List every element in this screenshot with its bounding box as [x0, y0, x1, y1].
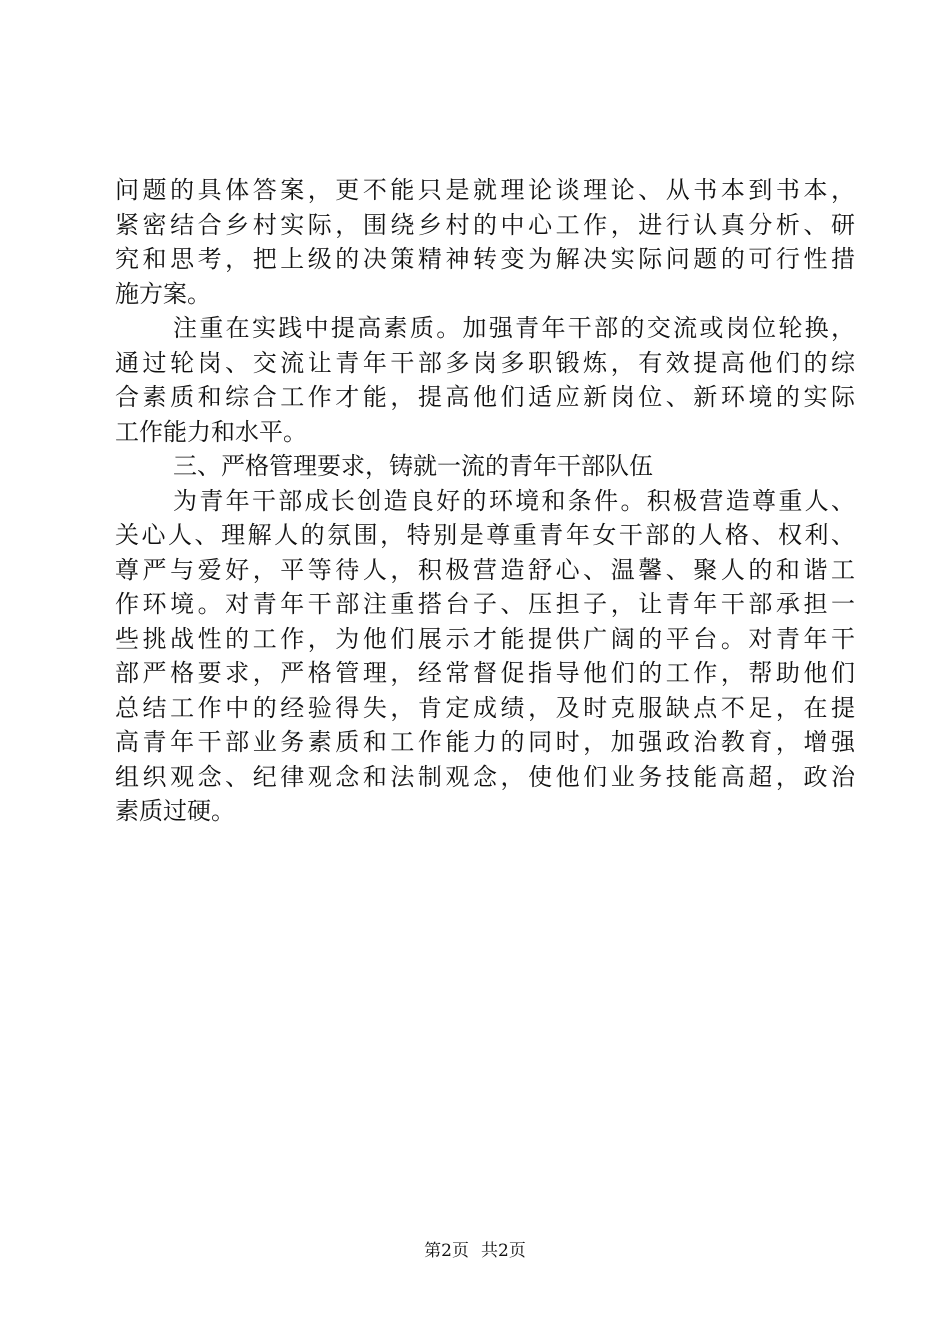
text-line: 合素质和综合工作才能，提高他们适应新岗位、新环境的实际	[115, 383, 855, 411]
text-line: 紧密结合乡村实际，围绕乡村的中心工作，进行认真分析、研	[115, 210, 855, 239]
document-body	[115, 173, 855, 829]
page-footer	[0, 1240, 950, 1262]
paragraph-start-line: 为青年干部成长创造良好的环境和条件。积极营造尊重人、	[173, 486, 855, 515]
text-line: 通过轮岗、交流让青年干部多岗多职锻炼，有效提高他们的综	[115, 348, 855, 377]
page-total: 共2页	[481, 1241, 526, 1261]
text-line: 施方案。	[115, 279, 211, 308]
text-line: 问题的具体答案，更不能只是就理论谈理论、从书本到书本，	[115, 176, 855, 204]
text-line: 些挑战性的工作，为他们展示才能提供广阔的平台。对青年干	[115, 624, 855, 653]
text-line: 部严格要求，严格管理，经常督促指导他们的工作，帮助他们	[115, 659, 855, 687]
section-heading: 三、严格管理要求，铸就一流的青年干部队伍	[173, 452, 653, 480]
page-number: 第2页	[424, 1241, 469, 1261]
text-line: 作环境。对青年干部注重搭台子、压担子，让青年干部承担一	[115, 590, 855, 618]
paragraph-start-line: 注重在实践中提高素质。加强青年干部的交流或岗位轮换，	[173, 314, 855, 342]
text-line: 总结工作中的经验得失，肯定成绩，及时克服缺点不足，在提	[115, 693, 855, 722]
text-line: 素质过硬。	[115, 797, 235, 825]
text-line: 尊严与爱好，平等待人，积极营造舒心、温馨、聚人的和谐工	[115, 555, 855, 584]
text-line: 工作能力和水平。	[115, 417, 307, 446]
text-line: 究和思考，把上级的决策精神转变为解决实际问题的可行性措	[115, 245, 855, 273]
text-line: 高青年干部业务素质和工作能力的同时，加强政治教育，增强	[115, 728, 855, 756]
text-line: 组织观念、纪律观念和法制观念，使他们业务技能高超，政治	[115, 762, 855, 791]
text-line: 关心人、理解人的氛围，特别是尊重青年女干部的人格、权利、	[115, 521, 855, 549]
